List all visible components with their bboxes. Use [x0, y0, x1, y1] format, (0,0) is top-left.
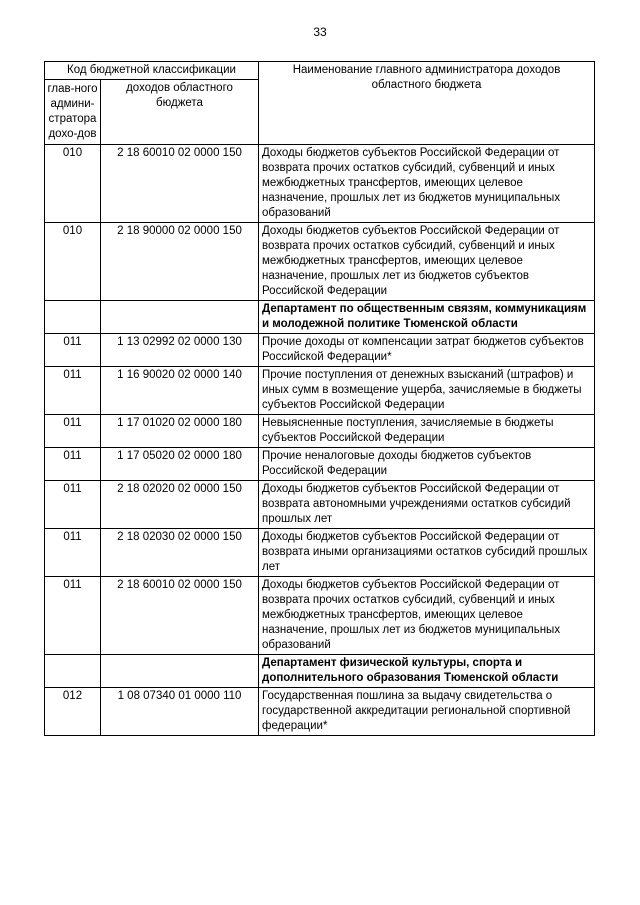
- admin-code-cell: 010: [45, 145, 101, 223]
- admin-code-cell: 011: [45, 448, 101, 481]
- administrator-name-header: Наименование главного администратора доходов областного бюджета: [259, 62, 595, 145]
- revenue-name-cell: Доходы бюджетов субъектов Российской Федерации от возврата прочих остатков субсидий, субвенций и иных межбюджетных трансфертов, имеющих целевое назначение, прошлых лет из бюджетов муниципальных образований: [259, 145, 595, 223]
- admin-code-cell: 011: [45, 577, 101, 655]
- revenue-name-cell: Доходы бюджетов субъектов Российской Федерации от возврата прочих остатков субсидий, субвенций и иных межбюджетных трансфертов, имеющих целевое назначение, прошлых лет из бюджетов субъектов Российской Федерации: [259, 223, 595, 301]
- budget-code-cell: 1 13 02992 02 0000 130: [101, 334, 259, 367]
- table-row: [45, 367, 595, 415]
- budget-classification-code-header: Код бюджетной классификации: [45, 62, 259, 80]
- table-row: [45, 481, 595, 529]
- admin-code-cell: 011: [45, 367, 101, 415]
- budget-classification-table: [44, 61, 595, 736]
- table-row: [45, 223, 595, 301]
- department-name-cell: Департамент по общественным связям, коммуникациям и молодежной политике Тюменской области: [259, 301, 595, 334]
- table-header: [45, 62, 595, 145]
- admin-code-cell: 011: [45, 334, 101, 367]
- revenue-name-cell: Доходы бюджетов субъектов Российской Федерации от возврата автономными учреждениями остатков субсидий прошлых лет: [259, 481, 595, 529]
- revenue-name-cell: Прочие неналоговые доходы бюджетов субъектов Российской Федерации: [259, 448, 595, 481]
- budget-code-cell: 1 17 01020 02 0000 180: [101, 415, 259, 448]
- budget-code-cell: 2 18 90000 02 0000 150: [101, 223, 259, 301]
- table-row: [45, 415, 595, 448]
- department-name-cell: Департамент физической культуры, спорта и дополнительного образования Тюменской области: [259, 655, 595, 688]
- revenue-name-cell: Прочие доходы от компенсации затрат бюджетов субъектов Российской Федерации*: [259, 334, 595, 367]
- chief-administrator-header: глав-ного админи-стратора дохо-дов: [45, 80, 101, 145]
- admin-code-cell: 010: [45, 223, 101, 301]
- admin-code-cell: 011: [45, 415, 101, 448]
- admin-code-cell: 011: [45, 529, 101, 577]
- budget-code-cell: [101, 655, 259, 688]
- budget-code-cell: 2 18 02020 02 0000 150: [101, 481, 259, 529]
- table-body: [45, 145, 595, 736]
- revenue-name-cell: Государственная пошлина за выдачу свидетельства о государственной аккредитации региональной спортивной федерации*: [259, 688, 595, 736]
- table-row: [45, 145, 595, 223]
- budget-code-cell: 2 18 60010 02 0000 150: [101, 577, 259, 655]
- admin-code-cell: 011: [45, 481, 101, 529]
- budget-code-cell: 2 18 60010 02 0000 150: [101, 145, 259, 223]
- budget-code-cell: 2 18 02030 02 0000 150: [101, 529, 259, 577]
- section-header-row: [45, 301, 595, 334]
- table-row: [45, 688, 595, 736]
- revenue-name-cell: Доходы бюджетов субъектов Российской Федерации от возврата прочих остатков субсидий, субвенций и иных межбюджетных трансфертов, имеющих целевое назначение, прошлых лет из бюджетов муниципальных образований: [259, 577, 595, 655]
- admin-code-cell: 012: [45, 688, 101, 736]
- revenue-name-cell: Доходы бюджетов субъектов Российской Федерации от возврата иными организациями остатков субсидий прошлых лет: [259, 529, 595, 577]
- regional-budget-revenue-header: доходов областного бюджета: [101, 80, 259, 145]
- budget-code-cell: 1 16 90020 02 0000 140: [101, 367, 259, 415]
- admin-code-cell: [45, 655, 101, 688]
- table-row: [45, 448, 595, 481]
- budget-code-cell: 1 17 05020 02 0000 180: [101, 448, 259, 481]
- revenue-name-cell: Прочие поступления от денежных взысканий (штрафов) и иных сумм в возмещение ущерба, зачисляемые в бюджеты субъектов Российской Федерации: [259, 367, 595, 415]
- section-header-row: [45, 655, 595, 688]
- table-row: [45, 529, 595, 577]
- budget-code-cell: [101, 301, 259, 334]
- table-row: [45, 577, 595, 655]
- revenue-name-cell: Невыясненные поступления, зачисляемые в бюджеты субъектов Российской Федерации: [259, 415, 595, 448]
- table-row: [45, 334, 595, 367]
- admin-code-cell: [45, 301, 101, 334]
- page-number: 33: [313, 25, 327, 39]
- budget-code-cell: 1 08 07340 01 0000 110: [101, 688, 259, 736]
